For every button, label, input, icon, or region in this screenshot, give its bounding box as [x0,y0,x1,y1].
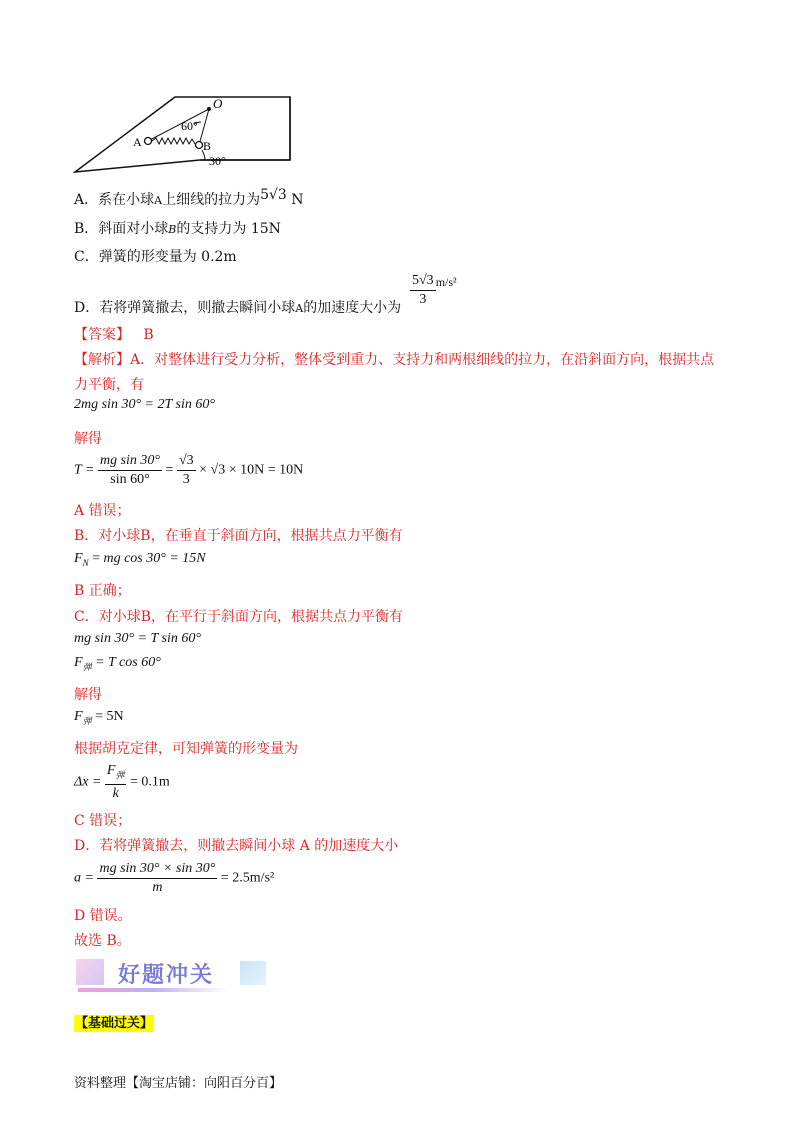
equation-2: T = $\frac{\text{mg sin 30°}}{\sin 60^\circ}$ = $\frac{√3}{3}$ × √3 × 10N = 10N [74,453,304,487]
spring [152,138,195,144]
solve-label-1: 解得 [74,431,102,447]
ball-A [145,138,152,145]
analysis-intro-2: 力平衡，有 [74,377,144,393]
banner-title: 好题冲关 [118,963,215,988]
equation-7: Δx = $\frac{F_弹}{k}$ = 0.1m [74,763,170,801]
hooke-law: 根据胡克定律，可知弹簧的形变量为 [74,741,298,757]
angle-30: 30° [209,154,226,168]
ball-B [196,142,203,149]
a-wrong: A 错误； [74,503,131,519]
section-title: 【基础过关】 [75,1016,154,1031]
d-intro: D．若将弹簧撤去，则撤去瞬间小球 A 的加速度大小 [74,838,399,854]
conclusion: 故选 B。 [74,933,131,949]
option-c: C．弹簧的形变量为 0.2m [74,249,237,265]
equation-3: $F_N$ = mg cos 30° = 15N [74,551,206,568]
label-B: B [203,139,212,153]
analysis-intro-1: 【解析】A．对整体进行受力分析，整体受到重力、支持力和两根细线的拉力，在沿斜面方向，根据共点 [74,352,715,368]
c-wrong: C 错误； [74,813,132,829]
b-intro: B．对小球B，在垂直于斜面方向，根据共点力平衡有 [74,528,403,544]
option-d: D．若将弹簧撤去，则撤去瞬间小球A的加速度大小为 [74,300,402,316]
equation-1: 2mg sin 30° = 2T sin 60° [74,397,215,412]
label-O: O [213,96,223,111]
footer: 资料整理【淘宝店铺：向阳百分百】 [74,1076,283,1091]
solve-label-2: 解得 [74,687,102,703]
string-OA [148,109,209,141]
label-A: A [133,135,142,149]
angle-60: 60° [181,119,198,133]
banner [76,955,271,997]
option-d-value: $\frac{5√3}{3}$ m/s² [412,273,457,307]
option-b: B．斜面对小球B的支持力为 15N [74,221,281,237]
equation-8: a = $\frac{\text{mg sin 30° × sin 30°}}{m}$ = 2.5m/s² [74,861,275,895]
banner-block-left [76,959,104,985]
d-wrong: D 错误。 [74,908,132,924]
c-intro: C．对小球B，在平行于斜面方向，根据共点力平衡有 [74,609,403,625]
option-a: A．系在小球A上细线的拉力为5√3 N [74,187,304,208]
incline-figure [70,92,300,178]
pivot-O [207,107,211,111]
answer: 【答案】 B [74,327,154,343]
equation-5: $F_弹 = T$ cos 60° [74,655,161,672]
banner-block-right [240,961,266,985]
equation-4: mg sin 30° = T sin 60° [74,631,201,646]
equation-6: $F_弹 = 5N$ [74,709,124,726]
b-right: B 正确； [74,583,131,599]
